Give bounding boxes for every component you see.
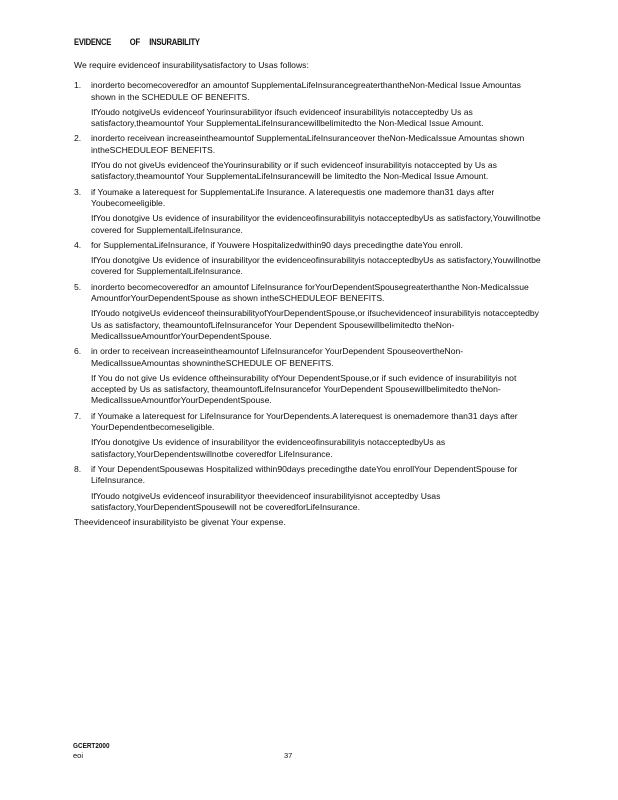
item-number: 1. xyxy=(74,80,82,91)
item-text: inorderto becomecoveredfor an amountof LifeInsurance forYourDependentSpousegreaterthanthe Non-MedicaIssue AmountforYourDependentSpouse as shown intheSCHEDULEOF BENEFITS. xyxy=(91,281,529,304)
item-number: 3. xyxy=(74,186,82,197)
item-text: inorderto becomecoveredfor an amountof SupplementaLifeInsurancegreaterthantheNon-Medical Issue Amountas shown in the SCHEDULE OF BENEFITS. xyxy=(91,80,521,102)
intro-paragraph: We require evidenceof insurabilitysatisfactory to Usas follows: xyxy=(74,60,309,70)
item-text: inorderto receivean increaseintheamountof SupplementaLifeInsuranceover theNon-MedicaIssue Amountas shown intheSCHEDULEOF BENEFITS. xyxy=(91,133,525,155)
item-number: 2. xyxy=(74,133,82,144)
item-consequence: IfYou donotgive Us evidence of insurabilityor the evidenceofinsurabilityis notacceptedbyUs as satisfactory,YourDependentswillnotbe coveredfor LifeInsurance. xyxy=(91,437,446,459)
list-item-4 xyxy=(74,240,544,278)
item-text: if Youmake a laterequest for SupplementaLife Insurance. A laterequestis one mademore than31 days after Youbecomeeligible. xyxy=(91,186,495,208)
list-item-6 xyxy=(74,346,544,406)
item-consequence: IfYou donotgive Us evidence of insurabilityor the evidenceofinsurabilityis notacceptedbyUs as satisfactory,Youwillnotbe covered for SupplementalLifeInsurance. xyxy=(91,213,541,235)
item-consequence: If You do not give Us evidence oftheinsurability ofYour DependentSpouse,or if such evidence of insurabilityis not accepted by Us as satisfactory, theamountofLifeInsurancefor YourDependent Spousewillbelimitedto theNon-MedicalIssueAmountforYourDependentSpouse. xyxy=(91,372,517,406)
list-item-2 xyxy=(74,133,544,182)
item-text: if Your DependentSpousewas Hospitalized within90days precedingthe dateYou enrollYour DependentSpouse for LifeInsurance. xyxy=(91,463,518,486)
item-consequence: IfYoudo notgiveUs evidenceof Yourinsurabilityor ifsuch evidenceof insurabilityis notacceptedby Us as satisfactory,theamountof Your SupplementaLifeInsurancewillbelimitedto the Non-Medical Issue Amount. xyxy=(91,106,484,129)
item-consequence: IfYoudo notgiveUs evidenceof theinsurabilityofYourDependentSpouse,or ifsuchevidenceof insurabilityis notacceptedby Us as satisfactory, theamountofLifeInsurancefor Your Dependent Spousewillbelimitedto theNon-MedicalIssueAmountforYourDependentSpouse. xyxy=(91,308,539,341)
list-item-7 xyxy=(74,411,544,460)
page-heading: EVIDENCE OF INSURABILITY xyxy=(74,37,200,47)
item-text: for SupplementaLifeInsurance, if Youwere Hospitalizedwithin90 days precedingthe dateYou enroll. xyxy=(91,239,463,250)
item-text: in order to receivean increaseintheamountof LifeInsurancefor YourDependent SpouseovertheNon-MedicalIssueAmountas shownintheSCHEDULE OF BENEFITS. xyxy=(91,346,464,368)
item-consequence: IfYoudo notgiveUs evidenceof insurabilityor theevidenceof insurabilityisnot acceptedby Usas satisfactory,YourDependentSpousewill not be coveredforLifeInsurance. xyxy=(91,490,441,512)
list-item-1 xyxy=(74,80,544,129)
list-item-5 xyxy=(74,282,544,342)
document-body xyxy=(74,60,544,537)
list-item-8 xyxy=(74,464,544,513)
item-consequence: IfYou donotgive Us evidence of insurabilityor the evidenceofinsurabilityis notacceptedbyUs as satisfactory,Youwillnotbe covered for SupplementalLifeInsurance. xyxy=(91,255,541,277)
item-text: if Youmake a laterequest for LifeInsurance for YourDependents.A laterequest is onemademore than31 days after YourDependentbecomeseligible. xyxy=(91,410,518,433)
form-subcode: eoi xyxy=(73,751,84,760)
closing-paragraph: Theevidenceof insurabilityisto be givenat Your expense. xyxy=(74,517,286,528)
item-number: 8. xyxy=(74,463,82,474)
page-number: 37 xyxy=(284,751,293,760)
item-consequence: IfYou do not giveUs evidenceof theYourinsurability or if such evidenceof insurabilityis notaccepted by Us as satisfactory,theamountof Your SupplementaLifeInsurancewill be limitedto the Non-Medical Issue Amount. xyxy=(91,160,497,182)
item-number: 7. xyxy=(74,410,82,421)
item-number: 6. xyxy=(74,346,82,357)
form-code: GCERT2000 xyxy=(73,741,110,750)
item-number: 5. xyxy=(74,281,82,292)
list-item-3 xyxy=(74,187,544,236)
item-number: 4. xyxy=(74,239,82,250)
